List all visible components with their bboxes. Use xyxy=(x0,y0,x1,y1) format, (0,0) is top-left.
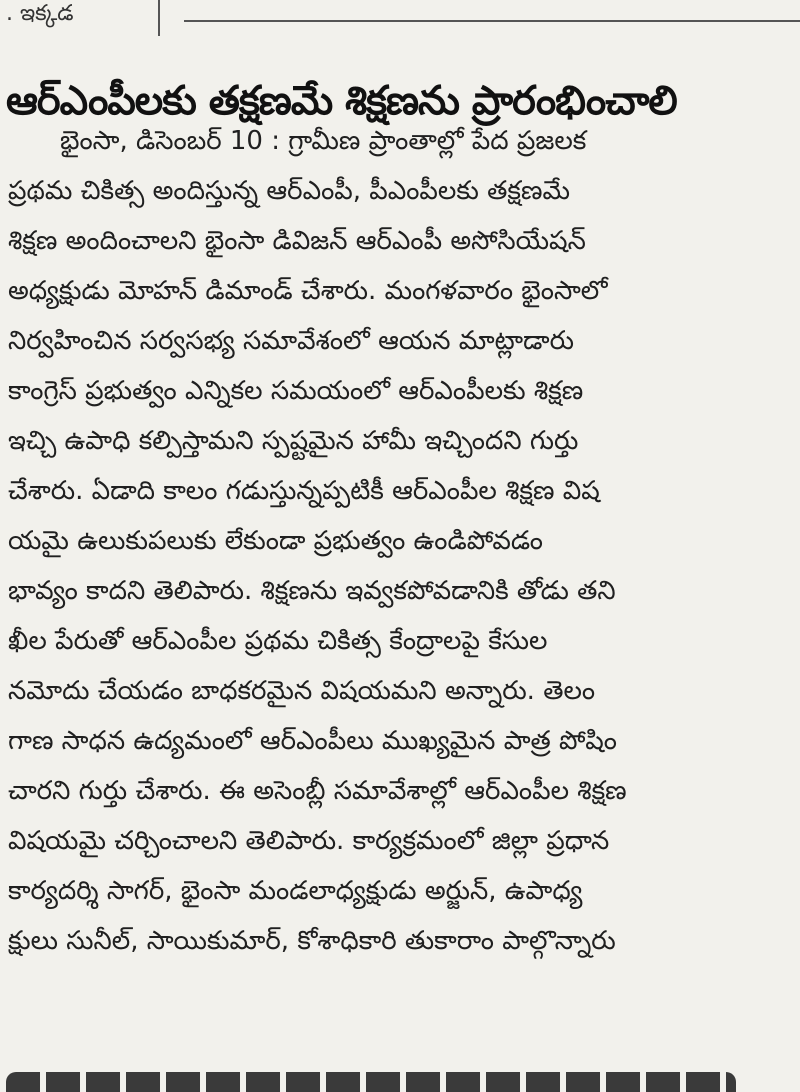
body-line: విషయమై చర్చించాలని తెలిపారు. కార్యక్రమంలో జిల్లా ప్రధాన xyxy=(8,826,610,856)
body-line: అధ్యక్షుడు మోహన్ డిమాండ్ చేశారు. మంగళవారం భైంసాలో xyxy=(8,276,608,306)
body-line: కార్యదర్శి సాగర్, భైంసా మండలాధ్యక్షుడు అర్జున్, ఉపాధ్య xyxy=(8,876,583,906)
body-line: చారని గుర్తు చేశారు. ఈ అసెంబ్లీ సమావేశాల్లో ఆర్ఎంపీల శిక్షణ xyxy=(8,776,627,806)
top-strip xyxy=(0,0,800,36)
body-line: ప్రథమ చికిత్స అందిస్తున్న ఆర్ఎంపీ, పీఎంపీలకు తక్షణమే xyxy=(8,176,570,206)
next-article-headline-cropped xyxy=(6,1054,800,1092)
body-line: శిక్షణ అందించాలని భైంసా డివిజన్ ఆర్ఎంపీ అసోసియేషన్ xyxy=(8,226,586,256)
article-headline: ఆర్ఎంపీలకు తక్షణమే శిక్షణను ప్రారంభించాలి xyxy=(6,77,677,124)
top-rule xyxy=(184,20,800,22)
body-line: నమోదు చేయడం బాధకరమైన విషయమని అన్నారు. తెలం xyxy=(8,676,596,706)
body-line: ఖీల పేరుతో ఆర్ఎంపీల ప్రథమ చికిత్స కేంద్రాలపై కేసుల xyxy=(8,626,548,656)
article-body xyxy=(8,116,800,966)
body-line: భావ్యం కాదని తెలిపారు. శిక్షణను ఇవ్వకపోవడానికి తోడు తని xyxy=(8,576,616,606)
body-line: కాంగ్రెస్ ప్రభుత్వం ఎన్నికల సమయంలో ఆర్ఎంపీలకు శిక్షణ xyxy=(8,376,584,406)
body-line: చేశారు. ఏడాది కాలం గడుస్తున్నప్పటికీ ఆర్ఎంపీల శిక్షణ విష xyxy=(8,476,600,506)
body-line: గాణ సాధన ఉద్యమంలో ఆర్ఎంపీలు ముఖ్యమైన పాత్ర పోషిం xyxy=(8,726,617,756)
previous-article-fragment: . ఇక్కడ xyxy=(6,1,74,26)
column-divider xyxy=(158,0,160,36)
body-line: భైంసా, డిసెంబర్ 10 : గ్రామీణ ప్రాంతాల్లో పేద ప్రజలక xyxy=(60,126,587,156)
body-line: యమై ఉలుకుపలుకు లేకుండా ప్రభుత్వం ఉండిపోవడం xyxy=(8,526,543,556)
body-line: నిర్వహించిన సర్వసభ్య సమావేశంలో ఆయన మాట్లాడారు xyxy=(8,326,574,356)
body-line: క్షులు సునీల్, సాయికుమార్, కోశాధికారి తుకారాం పాల్గొన్నారు xyxy=(8,926,616,956)
body-line: ఇచ్చి ఉపాధి కల్పిస్తామని స్పష్టమైన హామీ ఇచ్చిందని గుర్తు xyxy=(8,426,579,456)
cropped-headline-ink xyxy=(6,1072,736,1092)
